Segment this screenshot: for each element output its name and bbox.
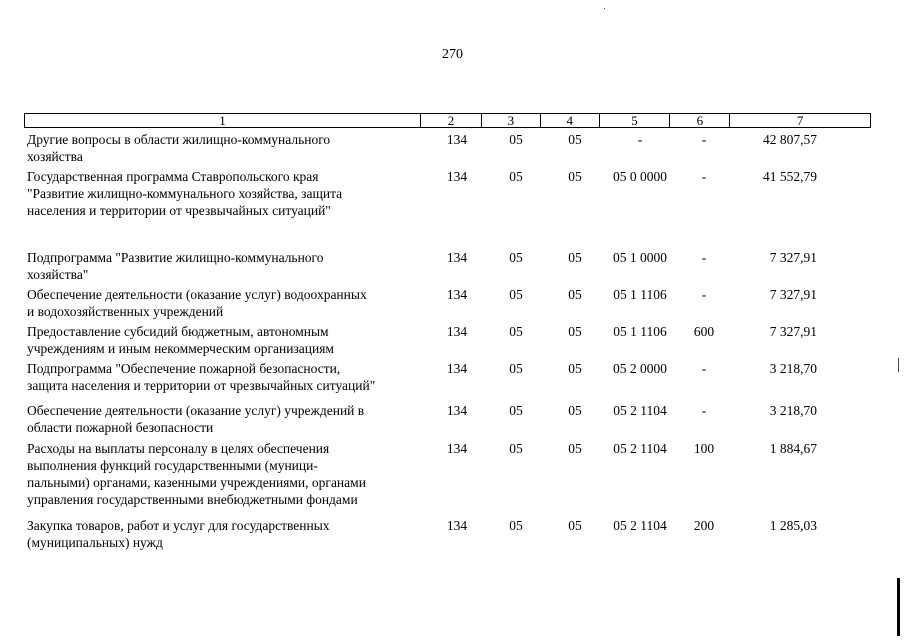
description-line: хозяйства": [27, 267, 89, 282]
cell-col-7: 7 327,91: [769, 250, 817, 265]
cell-col-7: 3 218,70: [769, 361, 817, 376]
cell-col-3: 05: [509, 518, 523, 533]
row-description: [27, 360, 427, 402]
cell-col-2: 134: [446, 169, 468, 184]
cell-col-2: 134: [446, 518, 468, 533]
cell-col-4: 05: [568, 250, 582, 265]
description-line: Обеспечение деятельности (оказание услуг) учреждений в: [27, 403, 365, 418]
cell-col-4: 05: [568, 361, 582, 376]
cell-col-6: -: [701, 361, 707, 376]
cell-col-4: 05: [568, 441, 582, 456]
cell-col-2: 134: [446, 132, 468, 147]
row-description: [27, 131, 427, 168]
table-row: [27, 323, 877, 360]
cell-col-6: -: [701, 169, 707, 184]
cell-col-6: -: [701, 287, 707, 302]
table-row: [27, 402, 877, 440]
description-line: Предоставление субсидий бюджетным, автономным: [27, 324, 329, 339]
table-row: [27, 517, 877, 554]
header-cell-2: 2: [421, 114, 482, 127]
description-line: Обеспечение деятельности (оказание услуг) водоохранных: [27, 287, 367, 302]
row-description: [27, 286, 427, 323]
cell-col-3: 05: [509, 324, 523, 339]
row-description: [27, 440, 427, 517]
cell-col-4: 05: [568, 287, 582, 302]
cell-col-4: 05: [568, 518, 582, 533]
cell-col-2: 134: [446, 324, 468, 339]
cell-col-3: 05: [509, 441, 523, 456]
description-line: защита населения и территории от чрезвычайных ситуаций": [27, 378, 376, 393]
cell-col-6: 600: [693, 324, 715, 339]
cell-col-6: -: [701, 403, 707, 418]
cell-col-7: 1 884,67: [769, 441, 817, 456]
cell-col-2: 134: [446, 361, 468, 376]
table-body: [27, 131, 877, 554]
cell-col-6: 200: [693, 518, 715, 533]
scan-speck: [604, 8, 605, 9]
cell-col-5: 05 0 0000: [613, 169, 667, 184]
cell-col-4: 05: [568, 403, 582, 418]
cell-col-6: 100: [693, 441, 715, 456]
header-cell-6: 6: [670, 114, 730, 127]
cell-col-7: 7 327,91: [769, 287, 817, 302]
table-row: [27, 249, 877, 286]
cell-col-6: -: [701, 250, 707, 265]
header-cell-3: 3: [482, 114, 541, 127]
header-cell-4: 4: [541, 114, 600, 127]
description-line: "Развитие жилищно-коммунального хозяйства, защита: [27, 186, 343, 201]
description-line: пальными) органами, казенными учреждениями, органами: [27, 475, 366, 490]
cell-col-2: 134: [446, 403, 468, 418]
cell-col-5: 05 1 1106: [613, 287, 667, 302]
header-cell-1: 1: [25, 114, 421, 127]
description-line: и водохозяйственных учреждений: [27, 304, 224, 319]
description-line: Другие вопросы в области жилищно-коммунального: [27, 132, 331, 147]
cell-col-3: 05: [509, 403, 523, 418]
cell-col-3: 05: [509, 169, 523, 184]
cell-col-3: 05: [509, 361, 523, 376]
description-line: выполнения функций государственными (муници-: [27, 458, 318, 473]
cell-col-5: 05 1 0000: [613, 250, 667, 265]
description-line: управления государственными внебюджетными фондами: [27, 492, 358, 507]
cell-col-7: 42 807,57: [763, 132, 817, 147]
cell-col-3: 05: [509, 287, 523, 302]
cell-col-5: 05 2 1104: [613, 518, 667, 533]
description-line: Подпрограмма "Обеспечение пожарной безопасности,: [27, 361, 341, 376]
table-row: [27, 131, 877, 168]
cell-col-6: -: [701, 132, 707, 147]
cell-col-2: 134: [446, 287, 468, 302]
table-row: [27, 360, 877, 402]
scan-edge-mark: [898, 358, 899, 372]
description-line: учреждениям и иным некоммерческим организациям: [27, 341, 334, 356]
cell-col-5: -: [637, 132, 643, 147]
cell-col-3: 05: [509, 250, 523, 265]
description-line: Расходы на выплаты персоналу в целях обеспечения: [27, 441, 330, 456]
description-line: (муниципальных) нужд: [27, 535, 163, 550]
cell-col-3: 05: [509, 132, 523, 147]
table-row: [27, 286, 877, 323]
cell-col-7: 1 285,03: [769, 518, 817, 533]
description-line: области пожарной безопасности: [27, 420, 214, 435]
description-line: населения и территории от чрезвычайных ситуаций": [27, 203, 331, 218]
table-row: [27, 440, 877, 517]
description-line: Закупка товаров, работ и услуг для государственных: [27, 518, 330, 533]
page-number: 270: [442, 47, 463, 62]
table-row: [27, 168, 877, 249]
description-line: хозяйства: [27, 149, 83, 164]
cell-col-4: 05: [568, 132, 582, 147]
header-cell-7: 7: [796, 113, 804, 128]
row-description: [27, 323, 427, 360]
cell-col-5: 05 1 1106: [613, 324, 667, 339]
scan-edge-mark: [897, 578, 900, 636]
cell-col-5: 05 2 0000: [613, 361, 667, 376]
cell-col-4: 05: [568, 324, 582, 339]
cell-col-7: 3 218,70: [769, 403, 817, 418]
cell-col-5: 05 2 1104: [613, 441, 667, 456]
row-description: [27, 402, 427, 440]
row-description: [27, 249, 427, 286]
header-cell-5: 5: [600, 114, 671, 127]
cell-col-4: 05: [568, 169, 582, 184]
cell-col-2: 134: [446, 250, 468, 265]
cell-col-5: 05 2 1104: [613, 403, 667, 418]
cell-col-2: 134: [446, 441, 468, 456]
row-description: [27, 168, 427, 249]
cell-col-7: 7 327,91: [769, 324, 817, 339]
description-line: Подпрограмма "Развитие жилищно-коммунального: [27, 250, 324, 265]
description-line: Государственная программа Ставропольского края: [27, 169, 319, 184]
cell-col-7: 41 552,79: [763, 169, 817, 184]
row-description: [27, 517, 427, 554]
table-header-row: [24, 113, 871, 128]
